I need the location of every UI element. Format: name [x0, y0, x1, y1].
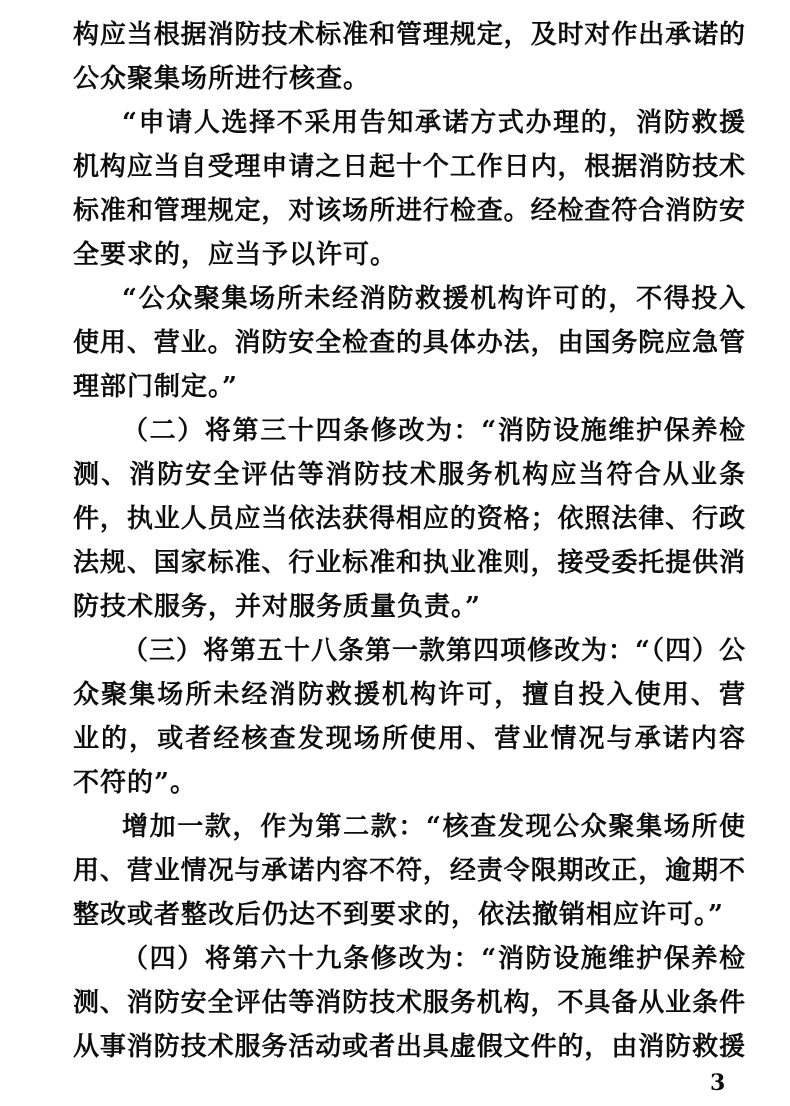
text-line: （二）将第三十四条修改为：“消防设施维护保养检	[122, 416, 745, 446]
text-line: （四）将第六十九条修改为：“消防设施维护保养检	[122, 944, 745, 974]
paragraph	[73, 277, 745, 409]
paragraph	[73, 13, 745, 101]
text-line: 用、营业情况与承诺内容不符，经责令限期改正，逾期不	[73, 856, 745, 886]
text-line: 理部门制定。”	[73, 372, 238, 402]
text-line: 整改或者整改后仍达不到要求的，依法撤销相应许可。”	[73, 900, 724, 930]
page-number: 3	[710, 1070, 726, 1096]
document-page	[73, 13, 745, 1069]
text-line: “公众聚集场所未经消防救援机构许可的，不得投入	[122, 284, 745, 314]
text-line: 从事消防技术服务活动或者出具虚假文件的，由消防救援	[73, 1032, 745, 1062]
text-line: 件，执业人员应当依法获得相应的资格；依照法律、行政	[73, 504, 745, 534]
paragraph	[73, 101, 745, 277]
paragraph	[73, 937, 745, 1069]
paragraph	[73, 409, 745, 629]
text-line: 测、消防安全评估等消防技术服务机构，不具备从业条件	[73, 988, 745, 1018]
text-line: 不符的”。	[73, 768, 197, 798]
text-line: 使用、营业。消防安全检查的具体办法，由国务院应急管	[73, 328, 745, 358]
text-line: 测、消防安全评估等消防技术服务机构应当符合从业条	[73, 460, 745, 490]
text-line: “申请人选择不采用告知承诺方式办理的，消防救援	[122, 108, 745, 138]
text-line: 业的，或者经核查发现场所使用、营业情况与承诺内容	[73, 724, 745, 754]
text-line: 增加一款，作为第二款：“核查发现公众聚集场所使	[122, 812, 745, 842]
text-line: 法规、国家标准、行业标准和执业准则，接受委托提供消	[73, 548, 745, 578]
text-line: 防技术服务，并对服务质量负责。”	[73, 592, 481, 622]
text-line: 标准和管理规定，对该场所进行检查。经检查符合消防安	[73, 196, 745, 226]
text-line: 公众聚集场所进行核查。	[73, 64, 371, 94]
text-line: 机构应当自受理申请之日起十个工作日内，根据消防技术	[73, 152, 745, 182]
text-line: （三）将第五十八条第一款第四项修改为：“（四）公	[122, 636, 745, 666]
text-line: 众聚集场所未经消防救援机构许可，擅自投入使用、营	[73, 680, 745, 710]
text-line: 全要求的，应当予以许可。	[73, 240, 398, 270]
paragraph	[73, 629, 745, 805]
text-line: 构应当根据消防技术标准和管理规定，及时对作出承诺的	[73, 20, 745, 50]
paragraph	[73, 805, 745, 937]
